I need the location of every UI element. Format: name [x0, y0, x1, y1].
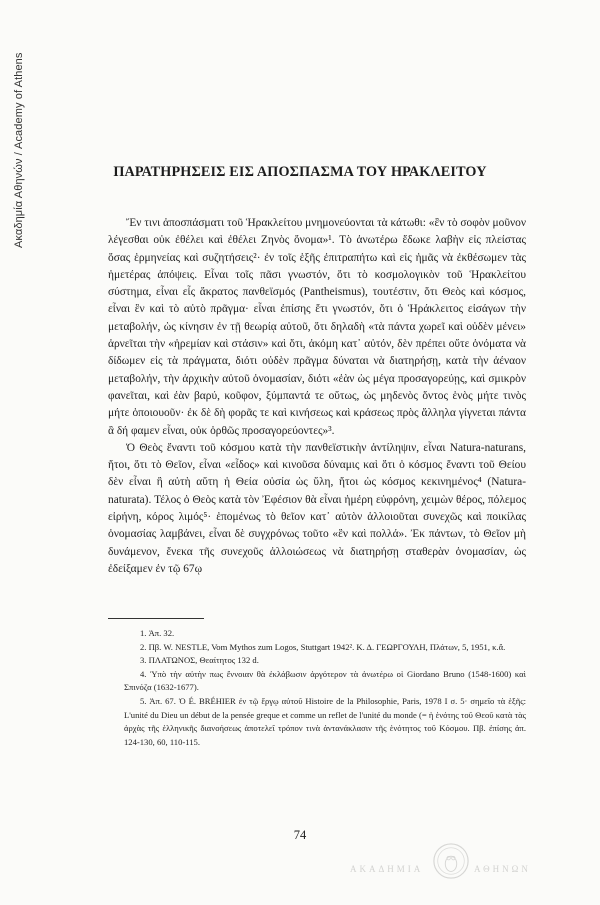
side-watermark-text: Ακαδημία Αθηνών / Academy of Athens [13, 52, 25, 248]
footnote-2: 2. Πβ. W. NESTLE, Vom Mythos zum Logos, Stuttgart 1942². Κ. Δ. ΓΕΩΡΓΟΥΛΗ, Πλάτων, 5, 1951, κ.ἄ. [140, 641, 506, 652]
footnote-5: 5. Ἀπ. 67. Ὁ É. BRÉHIER ἐν τῷ ἔργῳ αὐτοῦ Histoire de la Philosophie, Paris, 1978 I σ. 5· σημεῖο τὰ ἑξῆς: L'unité du Dieu un début de la pensée greque et comme un reflet de l'unité du monde (= ἡ ἑνότης τοῦ Θεοῦ κατὰ τὰς ἀρχὰς τῆς ἑλληνικῆς διανοήσεως ἀποτελεῖ τρόπον τινὰ ἀντανάκλασιν τῆς ἑνότητος τοῦ Κόσμου. Πβ. ἐπίσης ἀπ. 124-130, 60, 110-115. [124, 695, 526, 747]
footnote-1: 1. Ἀπ. 32. [140, 628, 175, 638]
footnote-3: 3. ΠΛΑΤΩΝΟΣ, Θεαίτητος 132 d. [140, 655, 259, 666]
footnote-divider [108, 618, 204, 619]
watermark-right-text: ΑΘΗΝΩΝ [474, 864, 531, 874]
paragraph-1: Ἔν τινι ἀποσπάσματι τοῦ Ἡρακλείτου μνημονεύονται τὰ κάτωθι: «ἓν τὸ σοφὸν μοῦνον λέγεσθαι οὐκ ἐθέλει καὶ ἐθέλει Ζηνὸς ὄνομα»¹. Τὸ ἀνωτέρω ἔδωκε λαβὴν εἰς πλείστας ὅσας ἑρμηνείας καὶ συζητήσεις²· ἐν τοῖς ἑξῆς ἐπιτραπήτω καὶ εἰς ἡμᾶς νὰ ἐκθέσωμεν τὰς ἡμετέρας ἀπόψεις. Εἶναι τοῖς πᾶσι γνωστόν, ὅτι τὸ κοσμολογικὸν τοῦ Ἡρακλείτου σύστημα, εἶναι εἷς ἄκρατος πανθεϊσμός (Pantheismus), τουτέστιν, ὅτι Θεὸς καὶ κόσμος, εἶναι ἓν καὶ τὸ αὐτὸ πρᾶγμα· εἶναι ἐπίσης ἔτι γνωστόν, ὅτι ὁ Ἡράκλειτος εἰσάγων τὴν μεταβολήν, ὡς κίνησιν ἐν τῇ θεωρίᾳ αὐτοῦ, ὅτι δηλαδὴ «τὰ πάντα χωρεῖ καὶ οὐδὲν μένει» ἀρνεῖται τὴν «ἠρεμίαν καὶ στάσιν» καὶ ὅτι, ἀκόμη κατ᾽ αὐτόν, δὲν πρέπει οὔτε ὀνόματα νὰ δίδωμεν εἰς τὰ πράγματα, διότι οὐδὲν πρᾶγμα δύναται νὰ διατηρήσῃ, κατὰ τὴν ἀέναον μεταβολήν, τὴν ἀρχικὴν αὐτοῦ ὀνομασίαν, διότι «ἐὰν ὡς μέγα προσαγορεύῃς, καὶ σμικρὸν φανεῖται, καὶ ἐὰν βαρύ, κοῦφον, ξύμπαντά τε οὕτως, ὡς μηδενὸς ὄντος ἑνὸς μήτε τινὸς μήτε ὁποιουοῦν· ἐκ δὲ δὴ φορᾶς τε καὶ κινήσεως καὶ κράσεως πρὸς ἄλληλα γίγνεται πάντα ἃ δή φαμεν εἶναι, οὐκ ὀρθῶς προσαγορεύοντες»³. [108, 217, 526, 437]
watermark-left-text: ΑΚΑΔΗΜΙΑ [350, 864, 424, 874]
body-text [108, 215, 526, 578]
page-title: ΠΑΡΑΤΗΡΗΣΕΙΣ ΕΙΣ ΑΠΟΣΠΑΣΜΑ ΤΟΥ ΗΡΑΚΛΕΙΤΟΥ [113, 164, 487, 180]
paragraph-2: Ὁ Θεὸς ἔναντι τοῦ κόσμου κατὰ τὴν πανθεϊστικὴν ἀντίληψιν, εἶναι Natura-naturans, ἤτοι, ὅτι τὸ Θεῖον, εἶναι «εἶδος» καὶ κινοῦσα δύναμις καὶ ὅτι ὁ κόσμος ἔναντι τοῦ Θείου δὲν εἶναι ἢ αὐτὴ αὕτη ἡ Θεία οὐσία ὡς ὕλη, ἤτοι ὡς κόσμος κεκινημένος⁴ (Natura-naturata). Τέλος ὁ Θεὸς κατὰ τὸν Ἐφέσιον θὰ εἶναι ἡμέρη εὐφρόνη, χειμὼν θέρος, πόλεμος εἰρήνη, κόρος λιμός⁵· ἑπομένως τὸ θεῖον κατ᾽ αὐτὸν ἀλλοιοῦται συνεχῶς καὶ ποικίλας ὀνομασίας λαμβάνει, εἶναι δὲ συγχρόνως τοῦτο «ἓν καὶ πολλά». Ἐκ πάντων, τὸ Θεῖον μὴ δυνάμενον, ἕνεκα τῆς συνεχοῦς ἀλλοιώσεως νὰ διατηρήσῃ σταθερὰν ὀνομασίαν, ὡς ἐδείξαμεν ἐν τῷ 67ῳ [108, 441, 526, 575]
page-number: 74 [293, 828, 307, 842]
footnotes [108, 627, 526, 749]
owl-seal-icon [432, 842, 470, 880]
footnote-4: 4. Ὑπὸ τὴν αὐτὴν πως ἔννοιαν θὰ ἐκλάβωσιν ἀργότερον τὰ ἀνωτέρω οἱ Giordano Bruno (1548-1600) καὶ Σπινόζα (1632-1677). [124, 668, 526, 693]
academy-watermark [350, 858, 580, 882]
